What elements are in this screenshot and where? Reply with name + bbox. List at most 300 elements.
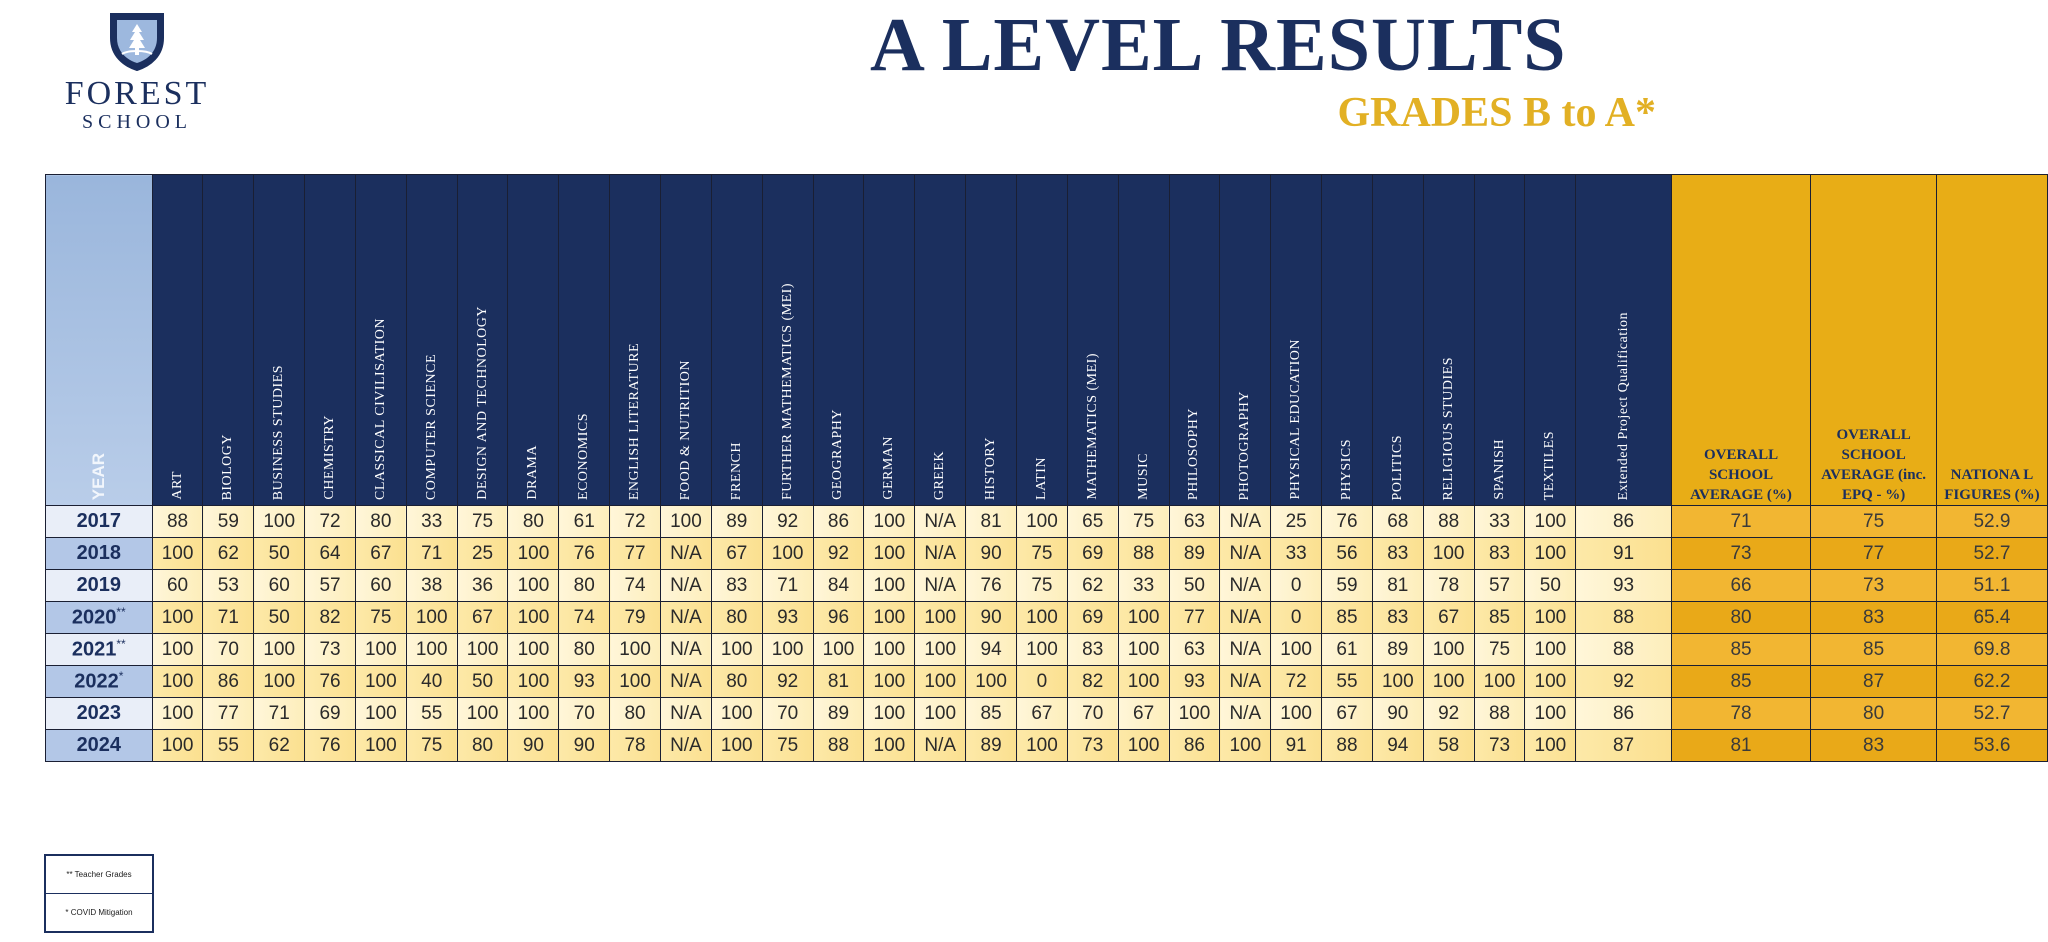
subject-result-cell: 78 (610, 730, 661, 762)
subject-result-cell: 82 (305, 602, 356, 634)
average-result-cell: 80 (1811, 698, 1937, 730)
subject-result-cell: 87 (1576, 730, 1671, 762)
subject-result-cell: 100 (1525, 538, 1576, 570)
subject-result-cell: 77 (610, 538, 661, 570)
subject-result-cell: 86 (203, 666, 254, 698)
subject-result-cell: 75 (355, 602, 406, 634)
year-footnote-mark: ** (116, 605, 126, 620)
subject-header (1576, 175, 1671, 506)
subject-result-cell: 100 (254, 506, 305, 538)
subject-result-cell: 92 (813, 538, 864, 570)
subject-result-cell: N/A (660, 570, 711, 602)
year-label: 2023 (76, 702, 122, 724)
subject-header-label: MATHEMATICS (MEI) (1084, 353, 1100, 500)
table-row (46, 570, 2048, 602)
subject-header (1067, 175, 1118, 506)
average-result-cell: 62.2 (1936, 666, 2047, 698)
subject-result-cell: 100 (508, 570, 559, 602)
subject-header-label: GEOGRAPHY (830, 409, 846, 500)
subject-result-cell: 94 (1372, 730, 1423, 762)
subject-result-cell: 83 (1372, 602, 1423, 634)
subject-result-cell: 75 (406, 730, 457, 762)
subject-header (813, 175, 864, 506)
subject-header-label: RELIGIOUS STUDIES (1440, 356, 1456, 500)
subject-result-cell: 69 (1067, 538, 1118, 570)
subject-result-cell: 100 (915, 634, 966, 666)
subject-result-cell: 80 (610, 698, 661, 730)
subject-result-cell: 100 (1525, 602, 1576, 634)
year-label: 2017 (76, 510, 122, 532)
year-cell (46, 666, 153, 698)
crest-icon (106, 8, 168, 72)
subject-result-cell: 80 (355, 506, 406, 538)
subject-result-cell: N/A (660, 730, 711, 762)
subject-result-cell: 55 (203, 730, 254, 762)
subject-result-cell: 100 (152, 538, 203, 570)
subject-result-cell: 68 (1372, 506, 1423, 538)
subject-result-cell: N/A (1220, 602, 1271, 634)
average-result-cell: 52.7 (1936, 698, 2047, 730)
year-cell (46, 634, 153, 666)
subject-result-cell: 40 (406, 666, 457, 698)
subject-result-cell: 90 (1372, 698, 1423, 730)
average-result-cell: 85 (1671, 634, 1811, 666)
subject-result-cell: 36 (457, 570, 508, 602)
subject-result-cell: 73 (1067, 730, 1118, 762)
subject-result-cell: 77 (1169, 602, 1220, 634)
subject-result-cell: 33 (406, 506, 457, 538)
subject-header (152, 175, 203, 506)
subject-result-cell: 79 (610, 602, 661, 634)
average-result-cell: 65.4 (1936, 602, 2047, 634)
subject-result-cell: 92 (1423, 698, 1474, 730)
subject-result-cell: 89 (711, 506, 762, 538)
subject-result-cell: 65 (1067, 506, 1118, 538)
subject-header (915, 175, 966, 506)
subject-header (966, 175, 1017, 506)
subject-header-label: ECONOMICS (576, 413, 592, 500)
subject-result-cell: 55 (1322, 666, 1373, 698)
subject-result-cell: 71 (762, 570, 813, 602)
subject-result-cell: N/A (1220, 506, 1271, 538)
table-row (46, 730, 2048, 762)
subject-result-cell: 70 (203, 634, 254, 666)
subject-result-cell: N/A (1220, 698, 1271, 730)
subject-header (1220, 175, 1271, 506)
subject-header (457, 175, 508, 506)
subject-result-cell: 58 (1423, 730, 1474, 762)
subject-result-cell: 69 (1067, 602, 1118, 634)
subject-header (355, 175, 406, 506)
subject-result-cell: 50 (1169, 570, 1220, 602)
subject-result-cell: 62 (203, 538, 254, 570)
subject-result-cell: 100 (457, 634, 508, 666)
subject-header-label: HISTORY (983, 436, 999, 500)
average-result-cell: 81 (1671, 730, 1811, 762)
subject-header (1322, 175, 1373, 506)
table-header-row (46, 175, 2048, 506)
logo-name: FOREST (64, 75, 210, 112)
average-column-header: OVERALL SCHOOL AVERAGE (inc. EPQ - %) (1811, 175, 1937, 506)
subject-header (1474, 175, 1525, 506)
table-row (46, 602, 2048, 634)
subject-result-cell: 86 (1576, 698, 1671, 730)
year-cell (46, 538, 153, 570)
subject-result-cell: 100 (254, 666, 305, 698)
subject-result-cell: 100 (254, 634, 305, 666)
subject-result-cell: 75 (1474, 634, 1525, 666)
subject-result-cell: 86 (1169, 730, 1220, 762)
subject-result-cell: 75 (1017, 538, 1068, 570)
subject-result-cell: 57 (305, 570, 356, 602)
subject-result-cell: 100 (711, 634, 762, 666)
subject-header-label: PHYSICS (1338, 438, 1354, 500)
subject-result-cell: 0 (1017, 666, 1068, 698)
subject-result-cell: 67 (355, 538, 406, 570)
subject-result-cell: 71 (203, 602, 254, 634)
subject-header-label: CLASSICAL CIVILISATION (372, 318, 388, 500)
subject-result-cell: 89 (966, 730, 1017, 762)
subject-result-cell: 56 (1322, 538, 1373, 570)
subject-result-cell: 100 (915, 666, 966, 698)
subject-result-cell: 100 (1525, 730, 1576, 762)
subject-result-cell: 100 (1118, 602, 1169, 634)
subject-result-cell: 100 (457, 698, 508, 730)
subject-header (254, 175, 305, 506)
subject-result-cell: 96 (813, 602, 864, 634)
subject-result-cell: 80 (457, 730, 508, 762)
subject-result-cell: 59 (203, 506, 254, 538)
year-label: 2018 (76, 542, 122, 564)
subject-result-cell: 100 (508, 602, 559, 634)
subject-result-cell: 33 (1118, 570, 1169, 602)
subject-result-cell: 100 (1118, 634, 1169, 666)
subject-result-cell: 100 (1372, 666, 1423, 698)
subject-result-cell: N/A (660, 666, 711, 698)
logo-subname: SCHOOL (81, 111, 192, 133)
subject-header-label: DRAMA (525, 445, 541, 500)
subject-header-label: GERMAN (881, 436, 897, 500)
subject-header-label: TEXTILES (1542, 430, 1558, 500)
subject-result-cell: 100 (1525, 698, 1576, 730)
subject-result-cell: 100 (711, 698, 762, 730)
subject-result-cell: 25 (457, 538, 508, 570)
subject-result-cell: 62 (254, 730, 305, 762)
subject-result-cell: 100 (406, 602, 457, 634)
subject-result-cell: 100 (1423, 666, 1474, 698)
average-result-cell: 78 (1671, 698, 1811, 730)
average-result-cell: 53.6 (1936, 730, 2047, 762)
subject-result-cell: 100 (1169, 698, 1220, 730)
subject-result-cell: 88 (1118, 538, 1169, 570)
subject-result-cell: 59 (1322, 570, 1373, 602)
subject-result-cell: 74 (610, 570, 661, 602)
subject-result-cell: 86 (813, 506, 864, 538)
subject-header-label: FRENCH (728, 441, 744, 500)
subject-result-cell: 89 (813, 698, 864, 730)
subject-header-label: LATIN (1033, 457, 1049, 500)
school-logo (52, 8, 222, 132)
subject-result-cell: 76 (559, 538, 610, 570)
subject-header-label: MUSIC (1135, 453, 1151, 500)
subject-result-cell: 83 (711, 570, 762, 602)
table-row (46, 666, 2048, 698)
subject-header-label: SPANISH (1491, 439, 1507, 500)
subject-result-cell: 50 (254, 538, 305, 570)
page-subtitle: GRADES B to A* (1337, 90, 1656, 136)
subject-result-cell: 90 (966, 538, 1017, 570)
year-label: 2022 (74, 670, 119, 693)
subject-result-cell: 70 (762, 698, 813, 730)
subject-result-cell: 62 (1067, 570, 1118, 602)
year-label: 2020 (71, 606, 117, 629)
subject-result-cell: 78 (1423, 570, 1474, 602)
subject-result-cell: 76 (305, 730, 356, 762)
average-result-cell: 83 (1811, 602, 1937, 634)
subject-header (1118, 175, 1169, 506)
subject-result-cell: 67 (457, 602, 508, 634)
subject-header (559, 175, 610, 506)
subject-result-cell: 81 (966, 506, 1017, 538)
table-row (46, 506, 2048, 538)
subject-header-label: BIOLOGY (220, 433, 236, 500)
average-result-cell: 73 (1811, 570, 1937, 602)
subject-header-label: CHEMISTRY (322, 415, 338, 500)
subject-header (406, 175, 457, 506)
table-row (46, 698, 2048, 730)
subject-header (762, 175, 813, 506)
subject-result-cell: 100 (508, 634, 559, 666)
subject-result-cell: 75 (1118, 506, 1169, 538)
subject-result-cell: 88 (1322, 730, 1373, 762)
subject-result-cell: 100 (915, 602, 966, 634)
subject-result-cell: 50 (1525, 570, 1576, 602)
year-label: 2019 (76, 574, 122, 596)
subject-result-cell: 100 (660, 506, 711, 538)
subject-result-cell: 100 (152, 634, 203, 666)
subject-result-cell: 60 (152, 570, 203, 602)
subject-result-cell: 72 (305, 506, 356, 538)
subject-result-cell: 76 (1322, 506, 1373, 538)
subject-result-cell: 75 (457, 506, 508, 538)
year-cell (46, 730, 153, 762)
subject-header (1423, 175, 1474, 506)
average-result-cell: 73 (1671, 538, 1811, 570)
subject-result-cell: 85 (1474, 602, 1525, 634)
subject-result-cell: 100 (406, 634, 457, 666)
subject-result-cell: N/A (660, 634, 711, 666)
subject-result-cell: 74 (559, 602, 610, 634)
average-result-cell: 83 (1811, 730, 1937, 762)
subject-result-cell: 100 (864, 570, 915, 602)
legend-covid-mitigation: * COVID Mitigation (46, 893, 152, 931)
subject-result-cell: 76 (966, 570, 1017, 602)
subject-result-cell: 67 (1423, 602, 1474, 634)
subject-result-cell: 100 (864, 698, 915, 730)
subject-result-cell: 90 (508, 730, 559, 762)
subject-result-cell: 100 (508, 666, 559, 698)
subject-result-cell: 88 (1576, 634, 1671, 666)
subject-result-cell: 81 (1372, 570, 1423, 602)
subject-header (660, 175, 711, 506)
average-result-cell: 77 (1811, 538, 1937, 570)
subject-result-cell: 67 (1322, 698, 1373, 730)
average-result-cell: 85 (1811, 634, 1937, 666)
subject-result-cell: 100 (1423, 538, 1474, 570)
subject-result-cell: 72 (610, 506, 661, 538)
subject-result-cell: 100 (915, 698, 966, 730)
subject-result-cell: 70 (1067, 698, 1118, 730)
legend-box (44, 854, 154, 933)
subject-header-label: ENGLISH LITERATURE (627, 342, 643, 500)
subject-result-cell: 100 (1118, 666, 1169, 698)
subject-result-cell: 100 (610, 666, 661, 698)
subject-result-cell: 63 (1169, 634, 1220, 666)
subject-header (1169, 175, 1220, 506)
subject-result-cell: 100 (711, 730, 762, 762)
subject-result-cell: 38 (406, 570, 457, 602)
subject-result-cell: 77 (203, 698, 254, 730)
subject-result-cell: 60 (254, 570, 305, 602)
subject-result-cell: 85 (1322, 602, 1373, 634)
subject-result-cell: 100 (1271, 634, 1322, 666)
subject-result-cell: 100 (152, 730, 203, 762)
subject-result-cell: 80 (559, 570, 610, 602)
subject-result-cell: 100 (1423, 634, 1474, 666)
subject-result-cell: 100 (355, 634, 406, 666)
subject-result-cell: 0 (1271, 602, 1322, 634)
subject-result-cell: 100 (355, 698, 406, 730)
subject-result-cell: 100 (1017, 730, 1068, 762)
subject-header-label: Extended Project Qualification (1615, 311, 1631, 500)
subject-header (1017, 175, 1068, 506)
average-result-cell: 52.9 (1936, 506, 2047, 538)
subject-result-cell: 67 (711, 538, 762, 570)
subject-result-cell: 86 (1576, 506, 1671, 538)
subject-result-cell: 71 (254, 698, 305, 730)
subject-result-cell: 80 (711, 602, 762, 634)
year-footnote-mark: ** (116, 637, 126, 652)
subject-result-cell: 80 (559, 634, 610, 666)
subject-result-cell: 84 (813, 570, 864, 602)
subject-result-cell: 91 (1271, 730, 1322, 762)
subject-result-cell: N/A (915, 730, 966, 762)
subject-header-label: BUSINESS STUDIES (271, 364, 287, 500)
subject-result-cell: 90 (966, 602, 1017, 634)
subject-result-cell: N/A (660, 538, 711, 570)
year-cell (46, 506, 153, 538)
year-footnote-mark: * (118, 669, 124, 684)
subject-result-cell: 83 (1474, 538, 1525, 570)
table-row (46, 538, 2048, 570)
subject-result-cell: 92 (1576, 666, 1671, 698)
subject-result-cell: 80 (711, 666, 762, 698)
subject-result-cell: 100 (152, 602, 203, 634)
subject-result-cell: 33 (1474, 506, 1525, 538)
subject-result-cell: 0 (1271, 570, 1322, 602)
average-result-cell: 87 (1811, 666, 1937, 698)
subject-result-cell: 73 (305, 634, 356, 666)
subject-result-cell: 100 (508, 538, 559, 570)
subject-result-cell: 83 (1372, 538, 1423, 570)
subject-header (864, 175, 915, 506)
subject-result-cell: N/A (1220, 570, 1271, 602)
subject-result-cell: 57 (1474, 570, 1525, 602)
subject-result-cell: 33 (1271, 538, 1322, 570)
subject-result-cell: 100 (1525, 666, 1576, 698)
year-cell (46, 570, 153, 602)
subject-result-cell: N/A (1220, 634, 1271, 666)
average-result-cell: 52.7 (1936, 538, 2047, 570)
subject-result-cell: 75 (762, 730, 813, 762)
subject-header-label: GREEK (932, 450, 948, 500)
subject-result-cell: 70 (559, 698, 610, 730)
subject-result-cell: 100 (1017, 602, 1068, 634)
subject-result-cell: N/A (1220, 538, 1271, 570)
subject-result-cell: 100 (355, 666, 406, 698)
average-result-cell: 69.8 (1936, 634, 2047, 666)
subject-result-cell: 100 (762, 538, 813, 570)
subject-header (203, 175, 254, 506)
subject-result-cell: 89 (1372, 634, 1423, 666)
subject-result-cell: 67 (1017, 698, 1068, 730)
average-result-cell: 71 (1671, 506, 1811, 538)
average-result-cell: 66 (1671, 570, 1811, 602)
subject-result-cell: N/A (915, 538, 966, 570)
subject-header-label: POLITICS (1389, 434, 1405, 500)
subject-header-label: DESIGN AND TECHNOLOGY (474, 306, 490, 500)
subject-header-label: PHILOSOPHY (1186, 407, 1202, 500)
subject-result-cell: 88 (1423, 506, 1474, 538)
subject-result-cell: 50 (254, 602, 305, 634)
subject-header-label: PHYSICAL EDUCATION (1288, 339, 1304, 500)
subject-header-label: FURTHER MATHEMATICS (MEI) (779, 283, 795, 500)
subject-header (508, 175, 559, 506)
subject-result-cell: 75 (1017, 570, 1068, 602)
subject-result-cell: 93 (762, 602, 813, 634)
subject-header-label: FOOD & NUTRITION (677, 359, 693, 500)
subject-result-cell: N/A (915, 570, 966, 602)
average-result-cell: 51.1 (1936, 570, 2047, 602)
subject-result-cell: 82 (1067, 666, 1118, 698)
subject-result-cell: 80 (508, 506, 559, 538)
subject-header (711, 175, 762, 506)
subject-result-cell: 100 (1525, 506, 1576, 538)
subject-result-cell: 72 (1271, 666, 1322, 698)
subject-result-cell: 25 (1271, 506, 1322, 538)
subject-result-cell: 60 (355, 570, 406, 602)
subject-result-cell: 64 (305, 538, 356, 570)
subject-result-cell: 92 (762, 666, 813, 698)
subject-result-cell: 100 (152, 698, 203, 730)
subject-header (610, 175, 661, 506)
subject-result-cell: N/A (1220, 666, 1271, 698)
subject-result-cell: 100 (1220, 730, 1271, 762)
subject-result-cell: 55 (406, 698, 457, 730)
subject-result-cell: 76 (305, 666, 356, 698)
subject-result-cell: 88 (1474, 698, 1525, 730)
subject-result-cell: 83 (1067, 634, 1118, 666)
subject-result-cell: 100 (610, 634, 661, 666)
subject-result-cell: 73 (1474, 730, 1525, 762)
table-row (46, 634, 2048, 666)
subject-result-cell: 81 (813, 666, 864, 698)
subject-header (1372, 175, 1423, 506)
year-column-header (46, 175, 153, 506)
subject-result-cell: 93 (1576, 570, 1671, 602)
subject-header-label: COMPUTER SCIENCE (423, 353, 439, 500)
subject-result-cell: 100 (1474, 666, 1525, 698)
